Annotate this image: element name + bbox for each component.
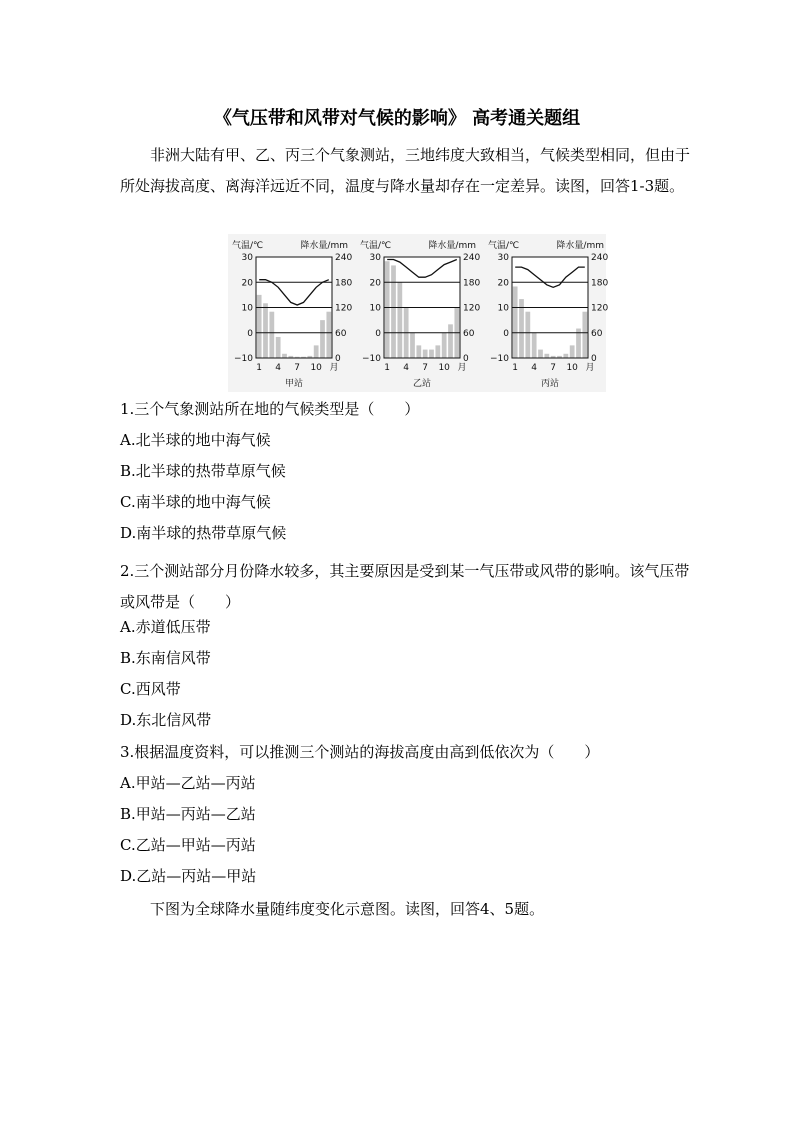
- precip-bar: [397, 282, 402, 358]
- month-tick-label: 1: [256, 363, 263, 373]
- precip-tick-label: 240: [591, 253, 609, 263]
- q1-option-c: C.南半球的地中海气候: [120, 493, 271, 511]
- precip-tick-label: 0: [591, 354, 597, 364]
- temp-tick-label: 20: [241, 278, 253, 289]
- q2-option-c: C.西风带: [120, 680, 181, 698]
- station-label: 丙站: [540, 379, 560, 389]
- precip-bar: [410, 333, 415, 358]
- precip-bar: [563, 354, 568, 358]
- precip-tick-label: 180: [335, 278, 353, 289]
- q2-option-b: B.东南信风带: [120, 649, 211, 667]
- precip-tick-label: 60: [335, 328, 347, 339]
- temp-axis-label: 气温/℃: [232, 241, 264, 251]
- precip-bar: [544, 354, 549, 358]
- doc-title: 《气压带和风带对气候的影响》 高考通关题组: [213, 108, 581, 129]
- precip-bar: [570, 345, 575, 358]
- precip-bar: [416, 345, 421, 358]
- temp-tick-label: 0: [247, 328, 253, 339]
- precip-tick-label: 120: [335, 303, 353, 314]
- precip-tick-label: 0: [463, 354, 469, 364]
- q2-option-a: A.赤道低压带: [120, 618, 211, 636]
- temp-axis-label: 气温/℃: [488, 241, 520, 251]
- q1-stem: 1.三个气象测站所在地的气候类型是（ ）: [120, 400, 420, 418]
- temp-tick-label: 10: [241, 303, 253, 314]
- temp-tick-label: 20: [369, 278, 381, 289]
- q1-option-d: D.南半球的热带草原气候: [120, 524, 287, 542]
- q3-stem: 3.根据温度资料，可以推测三个测站的海拔高度由高到低依次为（ ）: [120, 743, 600, 761]
- q3-option-d: D.乙站—丙站—甲站: [120, 867, 257, 885]
- temp-axis-label: 气温/℃: [360, 241, 392, 251]
- precip-bar: [435, 345, 440, 358]
- precip-tick-label: 0: [335, 354, 341, 364]
- precip-bar: [263, 303, 268, 358]
- precip-bar: [448, 324, 453, 358]
- intro-paragraph: 非洲大陆有甲、乙、丙三个气象测站，三地纬度大致相当，气候类型相同，但由于所处海拔高度、离海洋远近不同，温度与降水量却存在一定差异。读图，回答1-3题。: [120, 146, 691, 195]
- precip-tick-label: 120: [591, 303, 609, 314]
- precip-bar: [423, 350, 428, 358]
- climate-charts: [228, 234, 609, 392]
- precip-tick-label: 60: [591, 328, 603, 339]
- precip-bar: [276, 337, 281, 358]
- month-tick-label: 7: [422, 363, 429, 373]
- precip-bar: [538, 350, 543, 358]
- temp-tick-label: −10: [362, 354, 381, 364]
- precip-tick-label: 120: [463, 303, 481, 314]
- temp-tick-label: −10: [234, 354, 253, 364]
- temp-tick-label: 30: [497, 253, 509, 263]
- precip-bar: [525, 312, 530, 358]
- month-tick-label: 7: [550, 363, 557, 373]
- precip-bar: [391, 265, 396, 358]
- month-tick-label: 4: [275, 363, 282, 373]
- station-label: 乙站: [412, 379, 432, 389]
- precip-tick-label: 240: [335, 253, 353, 263]
- precip-bar: [314, 345, 319, 358]
- climate-charts-svg: [228, 234, 609, 392]
- precip-bar: [269, 312, 274, 358]
- temp-tick-label: 30: [241, 253, 253, 263]
- temp-tick-label: 10: [369, 303, 381, 314]
- temp-tick-label: 30: [369, 253, 381, 263]
- temp-tick-label: −10: [490, 354, 509, 364]
- precip-bar: [320, 320, 325, 358]
- month-tick-label: 4: [403, 363, 410, 373]
- q3-option-a: A.甲站—乙站—丙站: [120, 774, 256, 792]
- temp-tick-label: 0: [375, 328, 381, 339]
- q3-option-c: C.乙站—甲站—丙站: [120, 836, 256, 854]
- q3-option-b: B.甲站—丙站—乙站: [120, 805, 256, 823]
- month-tick-label: 7: [294, 363, 301, 373]
- precip-bar: [385, 261, 390, 358]
- precip-axis-label: 降水量/mm: [300, 241, 348, 251]
- precip-bar: [257, 295, 262, 358]
- q1-option-b: B.北半球的热带草原气候: [120, 462, 286, 480]
- month-tick-label: 1: [384, 363, 391, 373]
- precip-axis-label: 降水量/mm: [556, 241, 604, 251]
- precip-bar: [532, 333, 537, 358]
- precip-axis-label: 降水量/mm: [428, 241, 476, 251]
- month-tick-label: 4: [531, 363, 538, 373]
- precip-bar: [442, 333, 447, 358]
- precip-tick-label: 180: [463, 278, 481, 289]
- outro-paragraph: 下图为全球降水量随纬度变化示意图。读图，回答4、5题。: [150, 900, 545, 918]
- precip-tick-label: 240: [463, 253, 481, 263]
- month-tick-label: 10: [566, 363, 578, 373]
- precip-tick-label: 180: [591, 278, 609, 289]
- precip-bar: [326, 312, 331, 358]
- precip-bar: [582, 312, 587, 358]
- q1-option-a: A.北半球的地中海气候: [120, 431, 271, 449]
- temp-tick-label: 10: [497, 303, 509, 314]
- station-label: 甲站: [284, 379, 304, 389]
- precip-bar: [429, 350, 434, 358]
- month-tick-label: 月: [457, 363, 467, 373]
- month-tick-label: 10: [310, 363, 322, 373]
- month-tick-label: 10: [438, 363, 450, 373]
- precip-bar: [282, 354, 287, 358]
- month-tick-label: 月: [329, 363, 339, 373]
- q2-option-d: D.东北信风带: [120, 711, 212, 729]
- precip-tick-label: 60: [463, 328, 475, 339]
- temp-tick-label: 20: [497, 278, 509, 289]
- month-tick-label: 月: [585, 363, 595, 373]
- q2-stem: 2.三个测站部分月份降水较多，其主要原因是受到某一气压带或风带的影响。该气压带或风带是（ ）: [120, 562, 690, 611]
- month-tick-label: 1: [512, 363, 519, 373]
- temp-tick-label: 0: [503, 328, 509, 339]
- precip-bar: [513, 286, 518, 358]
